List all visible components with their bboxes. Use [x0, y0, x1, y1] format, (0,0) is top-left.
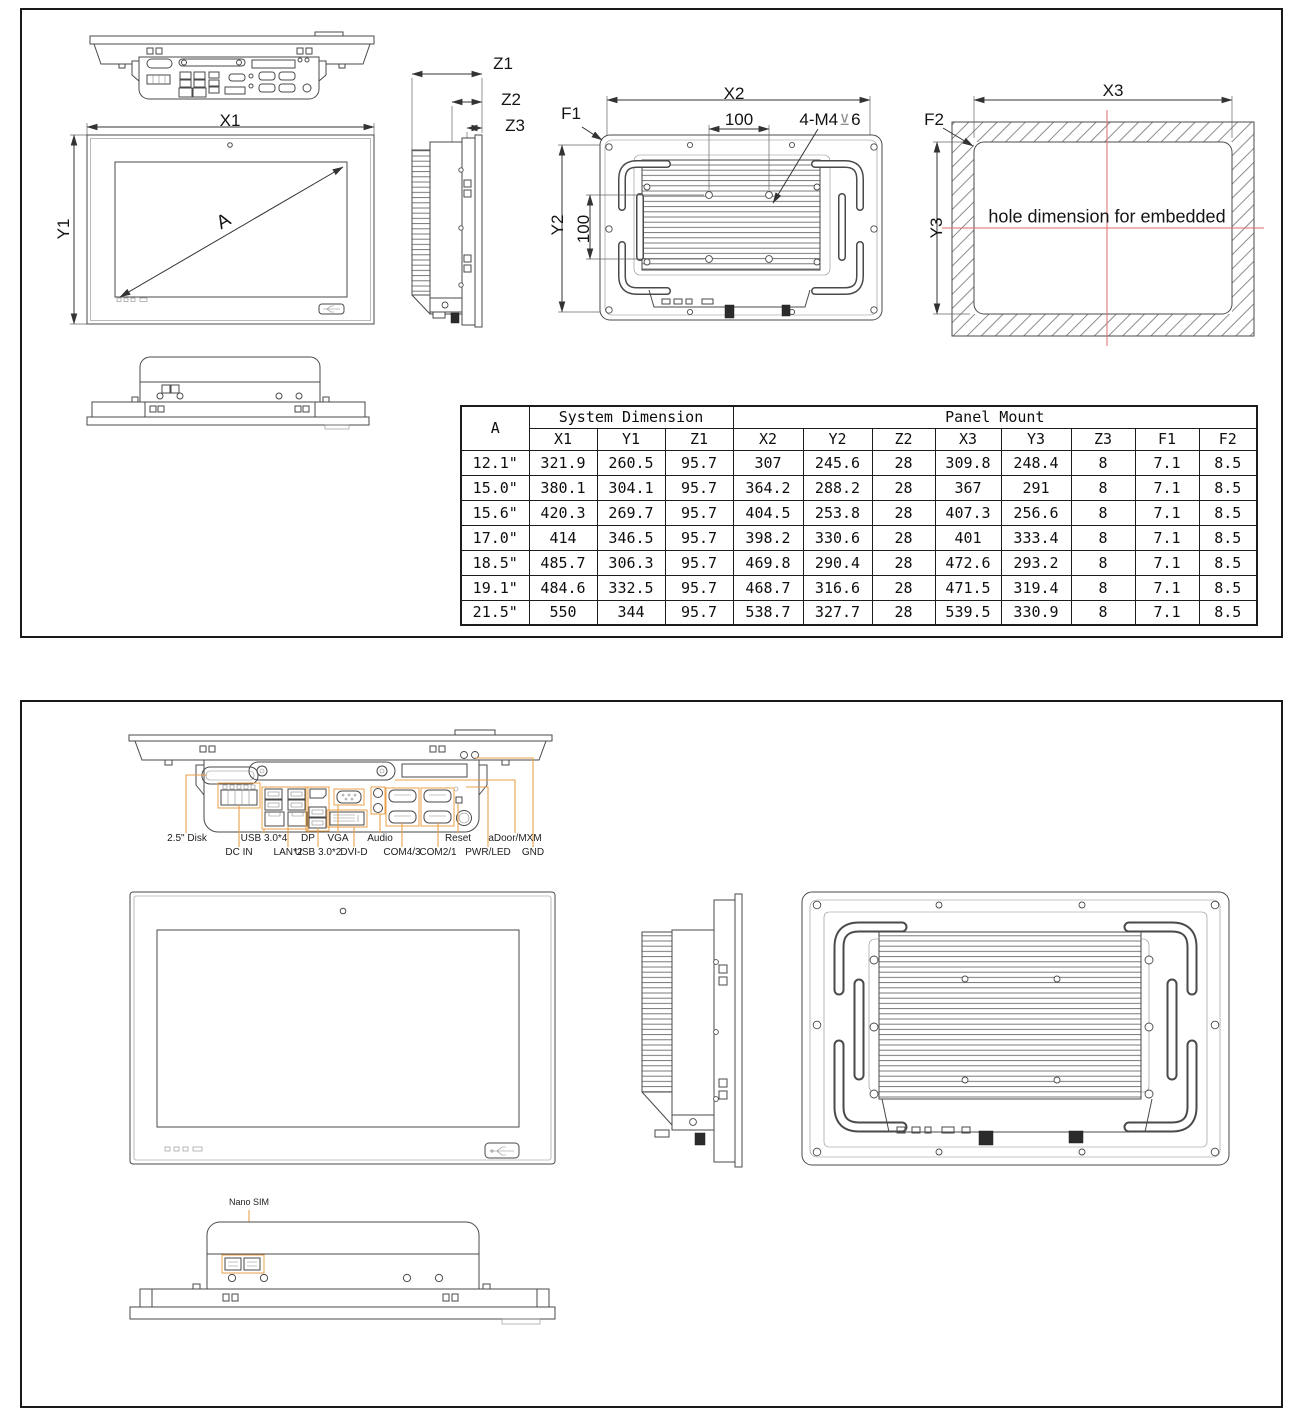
value-cell: 28 — [872, 550, 935, 575]
table-corner-header: A — [461, 406, 529, 450]
value-cell: 8.5 — [1199, 475, 1257, 500]
value-cell: 8.5 — [1199, 450, 1257, 475]
port-label-gnd: GND — [521, 847, 545, 858]
value-cell: 321.9 — [529, 450, 597, 475]
size-cell: 15.0" — [461, 475, 529, 500]
dim-label-vesa-h: 100 — [724, 110, 754, 129]
value-cell: 316.6 — [803, 575, 872, 600]
value-cell: 407.3 — [935, 500, 1001, 525]
value-cell: 8 — [1071, 600, 1135, 625]
value-cell: 8.5 — [1199, 575, 1257, 600]
value-cell: 401 — [935, 525, 1001, 550]
table-group-system-dimension: System Dimension — [529, 406, 733, 428]
size-cell: 15.6" — [461, 500, 529, 525]
size-cell: 12.1" — [461, 450, 529, 475]
value-cell: 253.8 — [803, 500, 872, 525]
hole-note: hole dimension for embedded — [988, 206, 1226, 227]
col-header: Z3 — [1071, 428, 1135, 450]
value-cell: 7.1 — [1135, 500, 1199, 525]
value-cell: 484.6 — [529, 575, 597, 600]
value-cell: 539.5 — [935, 600, 1001, 625]
value-cell: 468.7 — [733, 575, 803, 600]
value-cell: 404.5 — [733, 500, 803, 525]
value-cell: 307 — [733, 450, 803, 475]
value-cell: 469.8 — [733, 550, 803, 575]
port-label-dp: DP — [301, 833, 315, 844]
value-cell: 8.5 — [1199, 500, 1257, 525]
value-cell: 485.7 — [529, 550, 597, 575]
col-header: Z1 — [665, 428, 733, 450]
col-header: X2 — [733, 428, 803, 450]
dim-label-vesa-v: 100 — [574, 214, 593, 244]
value-cell: 309.8 — [935, 450, 1001, 475]
side-view-drawing — [397, 50, 547, 335]
top-view-drawing — [82, 26, 382, 122]
value-cell: 398.2 — [733, 525, 803, 550]
value-cell: 471.5 — [935, 575, 1001, 600]
screw-spec-text: 4-M4 — [799, 110, 839, 129]
value-cell: 95.7 — [665, 550, 733, 575]
port-label-vga: VGA — [327, 833, 349, 844]
col-header: F1 — [1135, 428, 1199, 450]
value-cell: 290.4 — [803, 550, 872, 575]
value-cell: 95.7 — [665, 500, 733, 525]
table-row — [461, 575, 1257, 600]
port-label-disk: 2.5" Disk — [167, 833, 207, 844]
value-cell: 306.3 — [597, 550, 665, 575]
table-group-panel-mount: Panel Mount — [733, 406, 1257, 428]
value-cell: 380.1 — [529, 475, 597, 500]
port-label-lan: LAN*2 — [273, 847, 303, 858]
value-cell: 7.1 — [1135, 550, 1199, 575]
dim-label-y2: Y2 — [548, 214, 567, 236]
io-view-drawing — [112, 727, 602, 867]
value-cell: 260.5 — [597, 450, 665, 475]
value-cell: 333.4 — [1001, 525, 1071, 550]
port-label-com21: COM2/1 — [419, 847, 457, 858]
size-cell: 21.5" — [461, 600, 529, 625]
value-cell: 367 — [935, 475, 1001, 500]
port-label-dvid: DVI-D — [340, 847, 368, 858]
size-cell: 18.5" — [461, 550, 529, 575]
value-cell: 291 — [1001, 475, 1071, 500]
port-label-com43: COM4/3 — [383, 847, 421, 858]
bottom-view-drawing — [77, 345, 387, 445]
value-cell: 95.7 — [665, 450, 733, 475]
value-cell: 7.1 — [1135, 450, 1199, 475]
value-cell: 7.1 — [1135, 475, 1199, 500]
value-cell: 95.7 — [665, 475, 733, 500]
dim-label-z3: Z3 — [505, 116, 525, 135]
value-cell: 414 — [529, 525, 597, 550]
value-cell: 304.1 — [597, 475, 665, 500]
dim-label-y1: Y1 — [54, 218, 73, 240]
value-cell: 8 — [1071, 500, 1135, 525]
dim-label-y3: Y3 — [927, 217, 946, 239]
col-header: Y1 — [597, 428, 665, 450]
port-label-usb302: USB 3.0*2 — [294, 847, 342, 858]
sim-label: Nano SIM — [228, 1197, 270, 1207]
value-cell: 364.2 — [733, 475, 803, 500]
table-body — [461, 450, 1257, 625]
table-row — [461, 475, 1257, 500]
value-cell: 95.7 — [665, 600, 733, 625]
value-cell: 420.3 — [529, 500, 597, 525]
value-cell: 8 — [1071, 575, 1135, 600]
value-cell: 8 — [1071, 450, 1135, 475]
value-cell: 538.7 — [733, 600, 803, 625]
value-cell: 95.7 — [665, 525, 733, 550]
dim-label-a: A — [213, 209, 235, 234]
col-header: Y3 — [1001, 428, 1071, 450]
rear-view-drawing-2 — [797, 887, 1237, 1172]
io-sheet — [20, 700, 1283, 1408]
value-cell: 472.6 — [935, 550, 1001, 575]
table-row — [461, 500, 1257, 525]
value-cell: 8 — [1071, 525, 1135, 550]
value-cell: 28 — [872, 500, 935, 525]
screw-depth-text: 6 — [851, 110, 861, 129]
dim-label-f2: F2 — [924, 110, 944, 129]
value-cell: 28 — [872, 600, 935, 625]
value-cell: 95.7 — [665, 575, 733, 600]
dim-label-f1: F1 — [561, 104, 581, 123]
value-cell: 319.4 — [1001, 575, 1071, 600]
value-cell: 7.1 — [1135, 575, 1199, 600]
value-cell: 245.6 — [803, 450, 872, 475]
table-row — [461, 600, 1257, 625]
port-label-usb304: USB 3.0*4 — [240, 833, 288, 844]
dim-label-x1: X1 — [219, 111, 241, 130]
port-label-adoor: aDoor/MXM — [488, 833, 542, 844]
value-cell: 550 — [529, 600, 597, 625]
value-cell: 346.5 — [597, 525, 665, 550]
front-view-drawing-2 — [122, 887, 567, 1172]
value-cell: 8.5 — [1199, 600, 1257, 625]
value-cell: 28 — [872, 575, 935, 600]
screw-spec-label — [799, 110, 860, 130]
port-label-reset: Reset — [444, 833, 472, 844]
depth-symbol-icon: ⊻ — [839, 112, 851, 129]
value-cell: 344 — [597, 600, 665, 625]
table-row — [461, 525, 1257, 550]
value-cell: 8.5 — [1199, 525, 1257, 550]
value-cell: 330.6 — [803, 525, 872, 550]
col-header: Y2 — [803, 428, 872, 450]
value-cell: 330.9 — [1001, 600, 1071, 625]
value-cell: 7.1 — [1135, 525, 1199, 550]
value-cell: 8 — [1071, 475, 1135, 500]
size-cell: 19.1" — [461, 575, 529, 600]
table-row — [461, 550, 1257, 575]
col-header: X3 — [935, 428, 1001, 450]
value-cell: 8 — [1071, 550, 1135, 575]
value-cell: 8.5 — [1199, 550, 1257, 575]
value-cell: 332.5 — [597, 575, 665, 600]
dim-label-x3: X3 — [1102, 81, 1124, 100]
side-view-drawing-2 — [617, 887, 752, 1177]
value-cell: 28 — [872, 475, 935, 500]
value-cell: 327.7 — [803, 600, 872, 625]
value-cell: 248.4 — [1001, 450, 1071, 475]
dim-label-z1: Z1 — [493, 54, 513, 73]
dim-label-z2: Z2 — [501, 90, 521, 109]
port-label-dcin: DC IN — [225, 847, 253, 858]
value-cell: 256.6 — [1001, 500, 1071, 525]
value-cell: 28 — [872, 525, 935, 550]
col-header: X1 — [529, 428, 597, 450]
value-cell: 28 — [872, 450, 935, 475]
value-cell: 269.7 — [597, 500, 665, 525]
bottom-view-drawing-2 — [117, 1192, 567, 1337]
port-label-pwrled: PWR/LED — [465, 847, 511, 858]
dimension-table — [460, 405, 1258, 626]
value-cell: 288.2 — [803, 475, 872, 500]
value-cell: 7.1 — [1135, 600, 1199, 625]
dim-label-x2: X2 — [723, 84, 745, 103]
port-label-audio: Audio — [367, 833, 393, 844]
value-cell: 293.2 — [1001, 550, 1071, 575]
table-row — [461, 450, 1257, 475]
size-cell: 17.0" — [461, 525, 529, 550]
col-header: F2 — [1199, 428, 1257, 450]
dimension-sheet — [20, 8, 1283, 638]
col-header: Z2 — [872, 428, 935, 450]
